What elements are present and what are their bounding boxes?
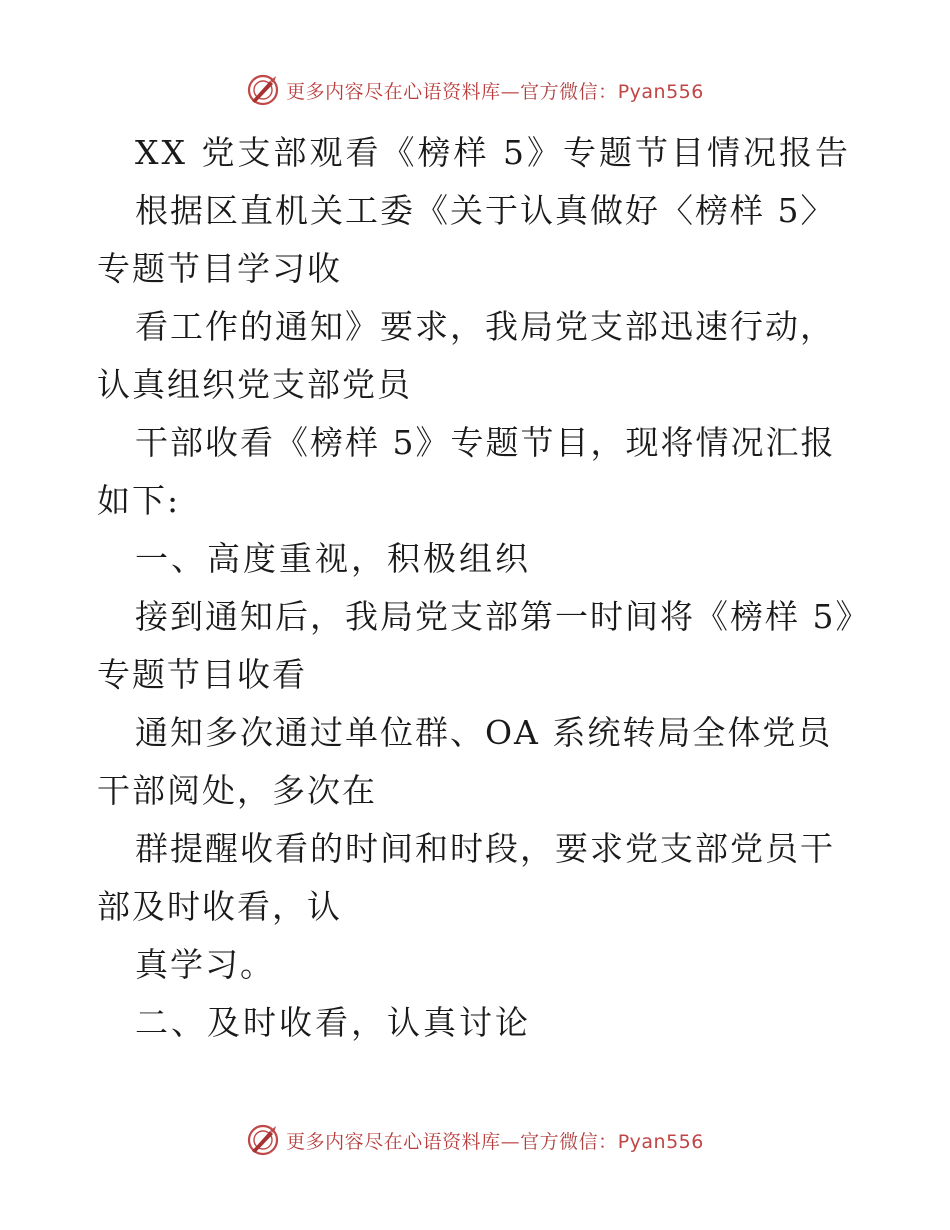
header-site-text: 更多内容尽在心语资料库 — [286, 80, 501, 103]
paragraph-3: 干部收看《榜样 5》专题节目，现将情况汇报如下: — [97, 423, 836, 520]
footer-wechat-account: Pyan556 — [617, 1130, 704, 1153]
quill-logo-icon — [246, 1123, 280, 1157]
paragraph-6: 群提醒收看的时间和时段，要求党支部党员干部及时收看，认 — [97, 829, 835, 926]
paragraph-7: 真学习。 — [135, 945, 275, 984]
paragraph-1: 根据区直机关工委《关于认真做好〈榜样 5〉专题节目学习收 — [97, 191, 836, 288]
header-wechat-label: 官方微信： — [520, 80, 618, 103]
section-heading-2: 二、及时收看，认真讨论 — [135, 1003, 531, 1042]
quill-logo-icon — [246, 73, 280, 107]
section-heading-1: 一、高度重视，积极组织 — [135, 539, 531, 578]
header-wechat-account: Pyan556 — [617, 80, 704, 103]
paragraph-2: 看工作的通知》要求，我局党支部迅速行动，认真组织党支部党员 — [97, 307, 835, 404]
footer-watermark-banner — [0, 1120, 950, 1160]
footer-site-text: 更多内容尽在心语资料库 — [286, 1130, 501, 1153]
footer-wechat-label: 官方微信： — [520, 1130, 618, 1153]
header-banner-text — [286, 77, 704, 104]
footer-banner-text — [286, 1127, 704, 1154]
header-watermark-banner — [0, 70, 950, 110]
paragraph-5: 通知多次通过单位群、OA 系统转局全体党员干部阅处，多次在 — [97, 713, 833, 810]
document-body — [97, 124, 857, 1052]
document-title: XX 党支部观看《榜样 5》专题节目情况报告 — [135, 133, 851, 172]
footer-dash: — — [500, 1130, 521, 1153]
paragraph-4: 接到通知后，我局党支部第一时间将《榜样 5》专题节目收看 — [97, 597, 854, 694]
header-dash: — — [500, 80, 521, 103]
